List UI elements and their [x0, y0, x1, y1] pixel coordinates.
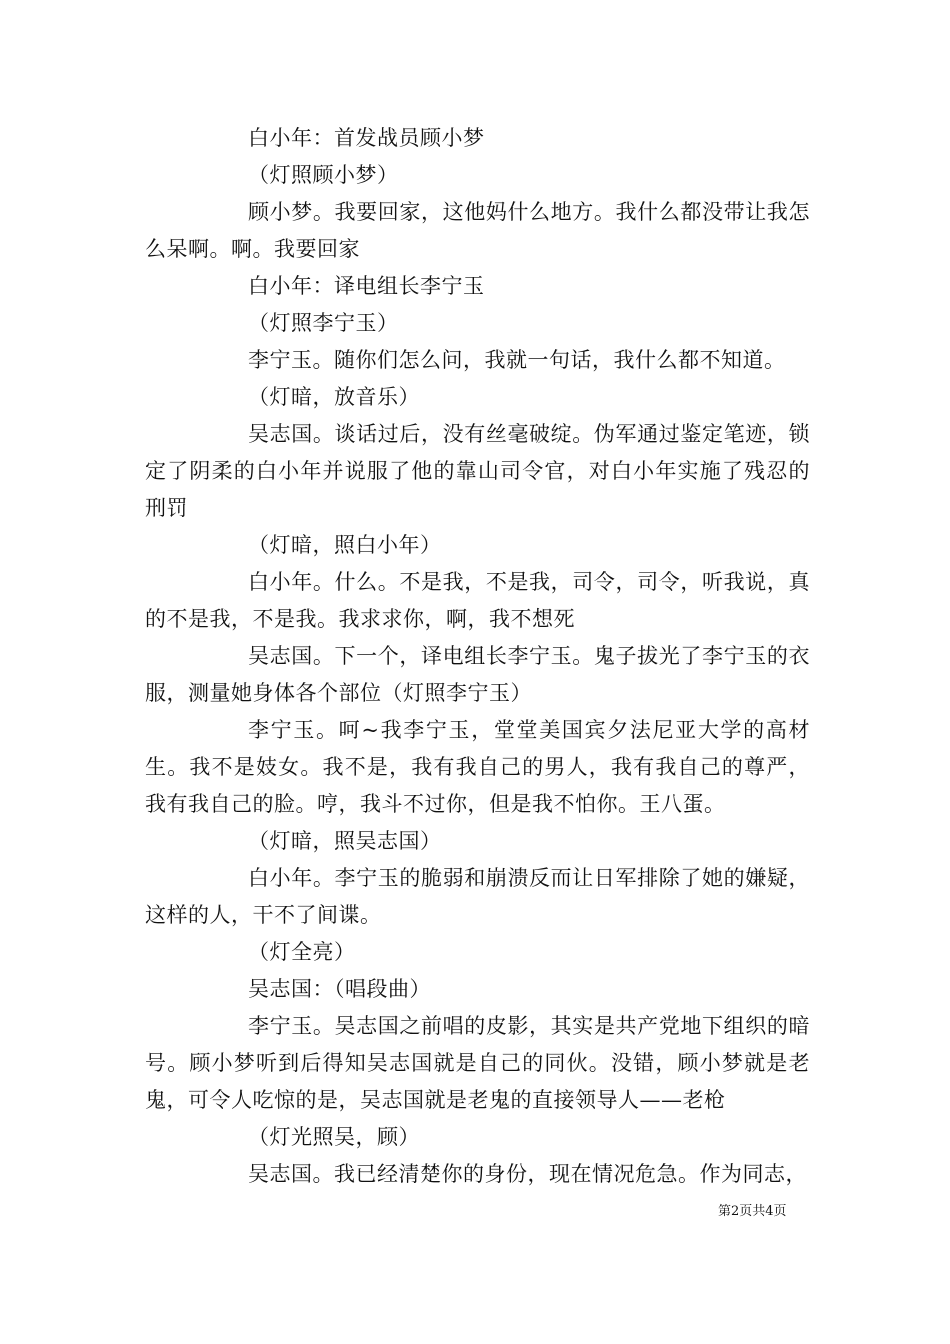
- paragraph: 顾小梦。我要回家，这他妈什么地方。我什么都没带让我怎么呆啊。啊。我要回家: [145, 200, 810, 261]
- paragraph: （灯照顾小梦）: [248, 163, 399, 187]
- paragraph: 吴志国。我已经清楚你的身份，现在情况危急。作为同志，: [248, 1162, 807, 1186]
- paragraph: （灯照李宁玉）: [248, 311, 399, 335]
- paragraph: （灯暗，放音乐）: [248, 385, 420, 409]
- paragraph: 李宁玉。吴志国之前唱的皮影，其实是共产党地下组织的暗号。顾小梦听到后得知吴志国就是自己的同伙。没错，顾小梦就是老鬼，可令人吃惊的是，吴志国就是老鬼的直接领导人——老枪: [145, 1014, 810, 1112]
- paragraph: 李宁玉。随你们怎么问，我就一句话，我什么都不知道。: [248, 348, 786, 372]
- paragraph: （灯全亮）: [248, 940, 356, 964]
- paragraph: 白小年。什么。不是我，不是我，司令，司令，听我说，真的不是我，不是我。我求求你，啊，我不想死: [145, 570, 810, 631]
- paragraph: （灯暗，照白小年）: [248, 533, 442, 557]
- paragraph: 白小年：首发战员顾小梦: [248, 126, 485, 150]
- paragraph: 李宁玉。呵~我李宁玉，堂堂美国宾夕法尼亚大学的高材生。我不是妓女。我不是，我有我自己的男人，我有我自己的尊严，我有我自己的脸。哼，我斗不过你，但是我不怕你。王八蛋。: [145, 718, 810, 816]
- script-body: [145, 120, 810, 1193]
- paragraph: 吴志国。下一个，译电组长李宁玉。鬼子拔光了李宁玉的衣服，测量她身体各个部位（灯照李宁玉）: [145, 644, 810, 705]
- paragraph: （灯光照吴，顾）: [248, 1125, 420, 1149]
- paragraph: （灯暗，照吴志国）: [248, 829, 442, 853]
- paragraph: 吴志国：（唱段曲）: [248, 977, 431, 1001]
- paragraph: 吴志国。谈话过后，没有丝毫破绽。伪军通过鉴定笔迹，锁定了阴柔的白小年并说服了他的靠山司令官，对白小年实施了残忍的刑罚: [145, 422, 810, 520]
- paragraph: 白小年：译电组长李宁玉: [248, 274, 485, 298]
- page-number-label: 第2页共4页: [718, 1204, 787, 1219]
- paragraph: 白小年。李宁玉的脆弱和崩溃反而让日军排除了她的嫌疑，这样的人，干不了间谍。: [145, 866, 810, 927]
